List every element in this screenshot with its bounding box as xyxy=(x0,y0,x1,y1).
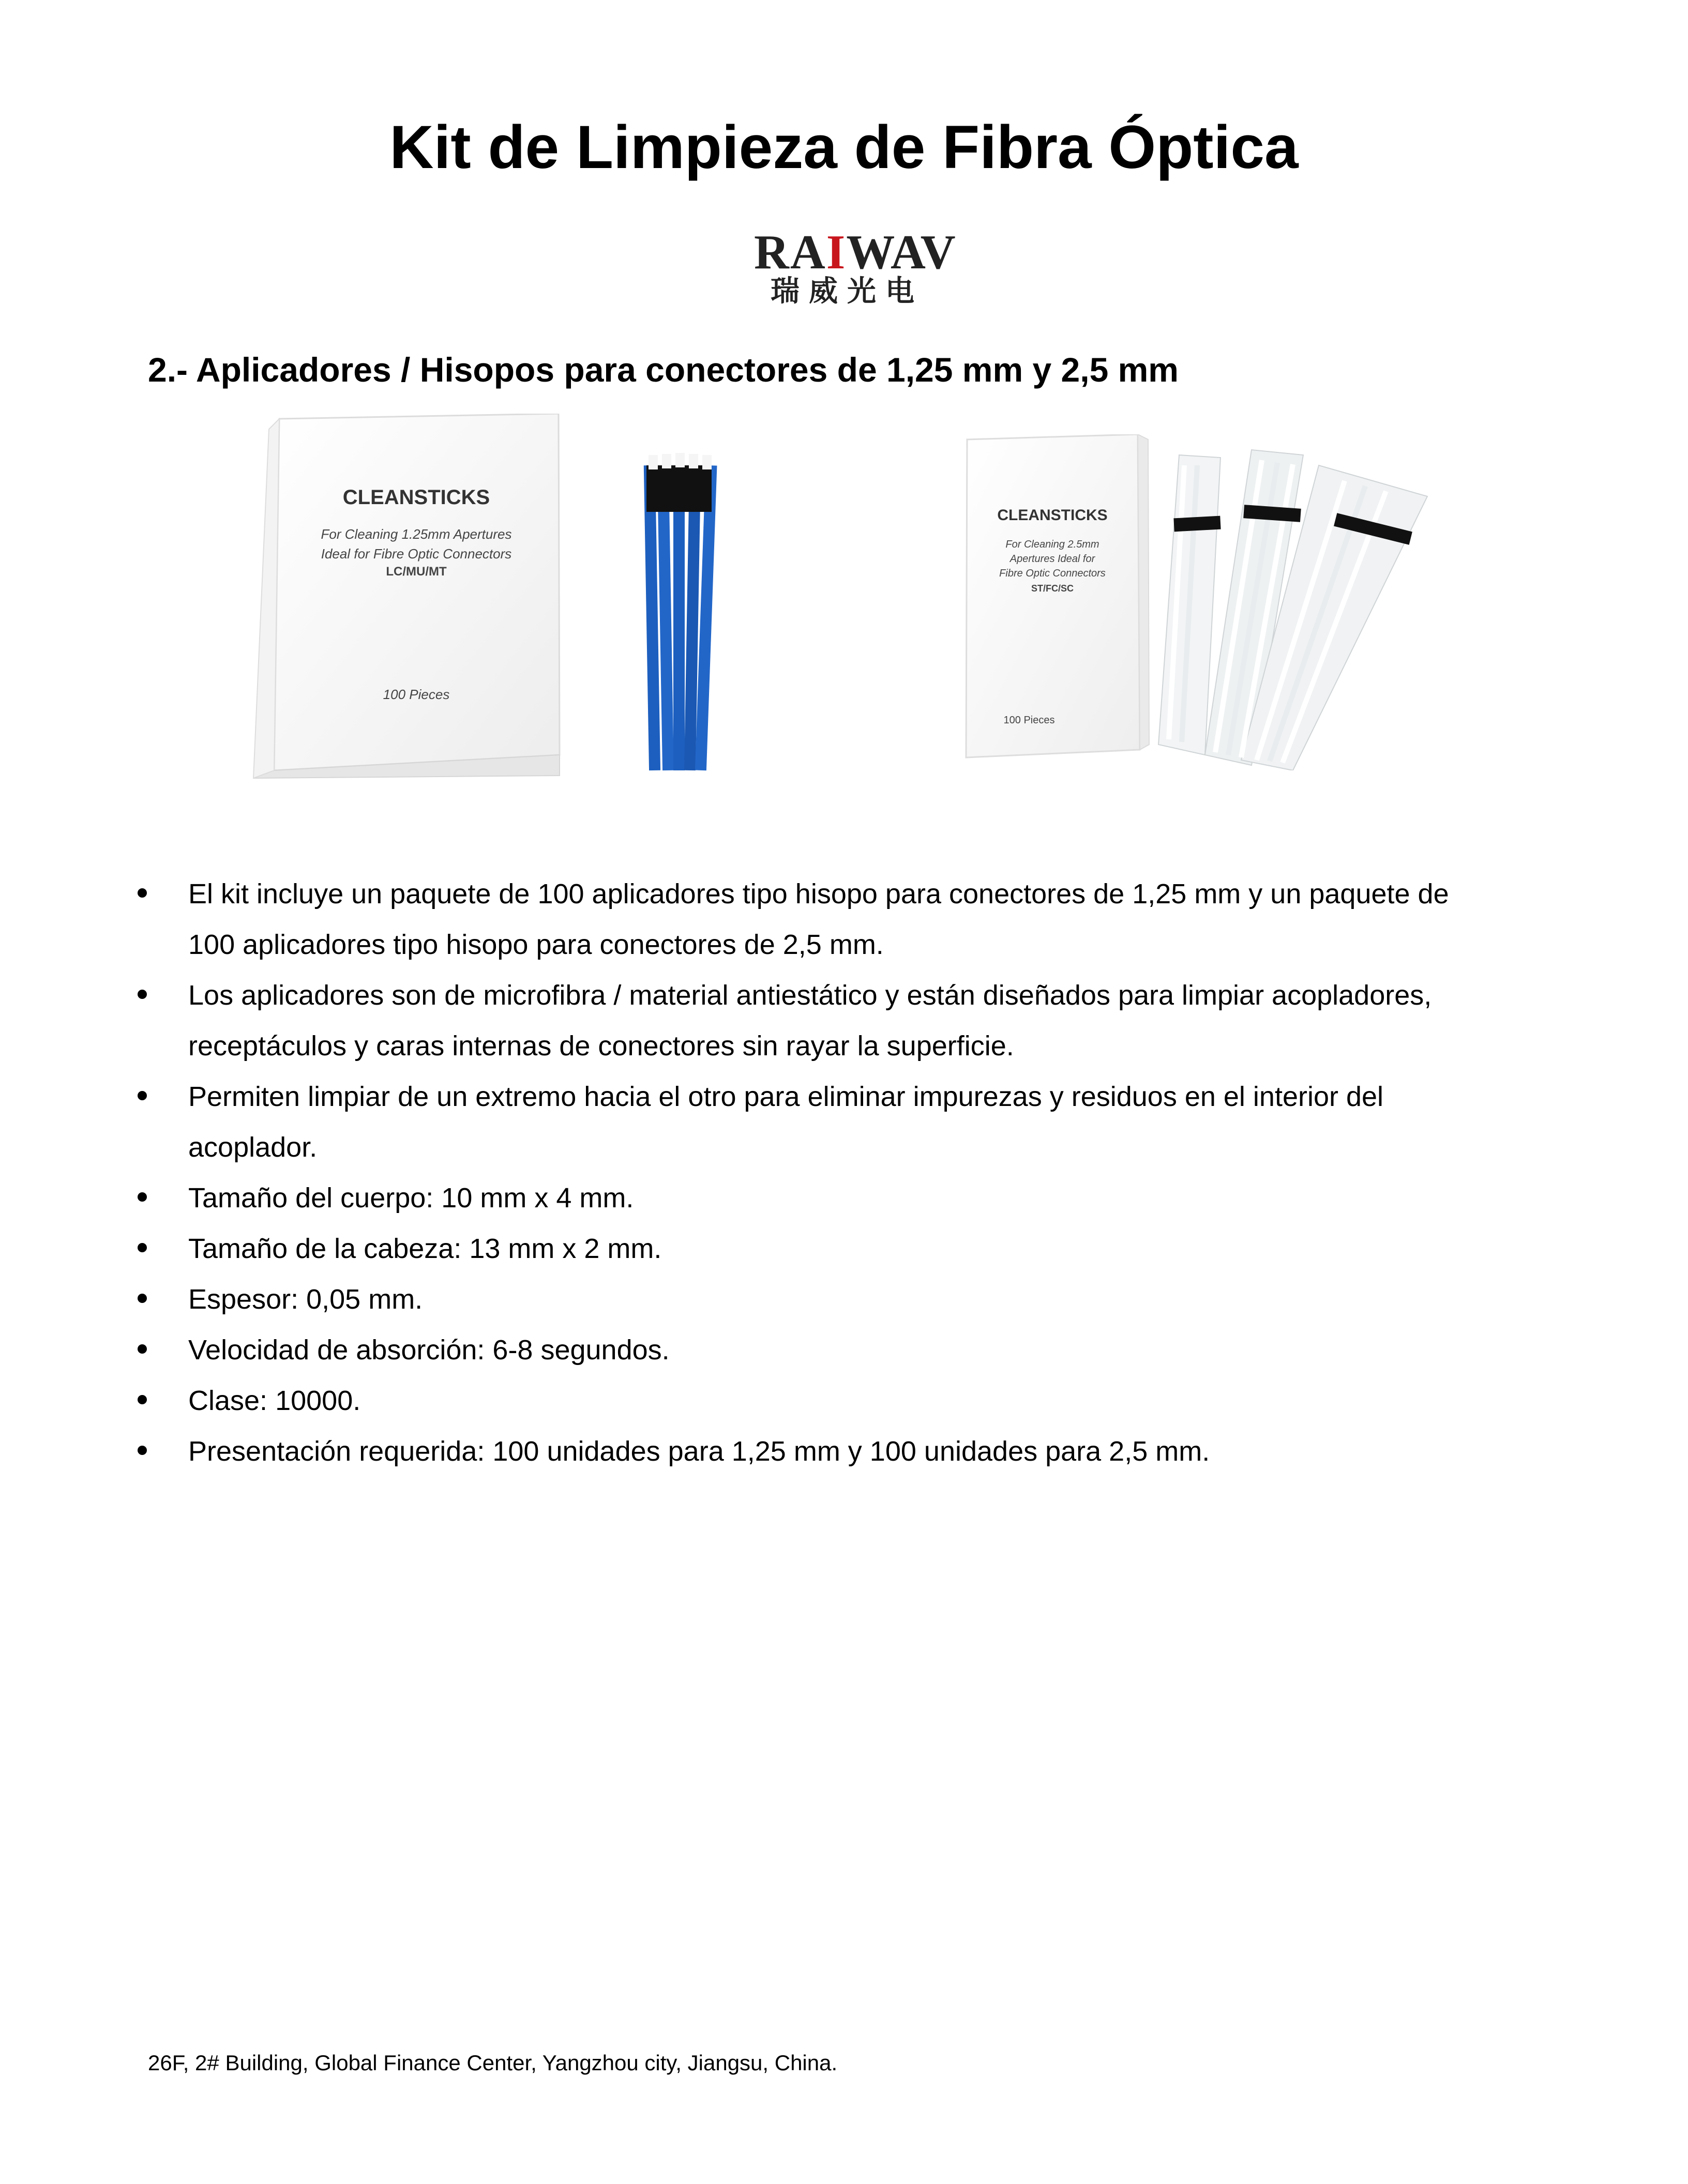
page-title: Kit de Limpieza de Fibra Óptica xyxy=(389,113,1299,181)
bullet-dot-icon xyxy=(138,1446,147,1455)
box-125mm-line1: For Cleaning 1.25mm Apertures xyxy=(321,526,512,542)
product-photo-125mm xyxy=(243,414,760,786)
list-item: Espesor: 0,05 mm. xyxy=(0,1274,1533,1325)
bullet-dot-icon xyxy=(138,990,147,999)
bullet-dot-icon xyxy=(138,1395,147,1404)
logo-chinese-text: 瑞威光电 xyxy=(771,275,924,308)
list-item: Clase: 10000. xyxy=(0,1375,1533,1426)
box-25mm-line2: Apertures Ideal for xyxy=(1009,553,1095,565)
bullet-dot-icon xyxy=(138,1344,147,1354)
white-swab-packs xyxy=(1158,450,1427,770)
list-item: Los aplicadores son de microfibra / material antiestático y están diseñados para limpiar acopladores, receptáculos y caras internas de conectores sin rayar la superficie. xyxy=(0,970,1533,1071)
box-125mm-illustration xyxy=(243,414,760,786)
list-item: Permiten limpiar de un extremo hacia el otro para eliminar impurezas y residuos en el interior del acoplador. xyxy=(0,1071,1533,1173)
box-25mm-count: 100 Pieces xyxy=(1003,715,1055,726)
product-photo-25mm xyxy=(962,434,1443,770)
raiwav-logo xyxy=(754,225,957,310)
bullet-dot-icon xyxy=(138,1091,147,1100)
box-25mm-line4: ST/FC/SC xyxy=(1031,583,1074,594)
list-item: Tamaño del cuerpo: 10 mm x 4 mm. xyxy=(0,1173,1533,1223)
box-125mm-line2: Ideal for Fibre Optic Connectors xyxy=(321,546,512,562)
bullet-dot-icon xyxy=(138,888,147,898)
bullet-dot-icon xyxy=(138,1192,147,1202)
bullet-dot-icon xyxy=(138,1294,147,1303)
box-125mm-count: 100 Pieces xyxy=(383,687,450,702)
list-item: Presentación requerida: 100 unidades para 1,25 mm y 100 unidades para 2,5 mm. xyxy=(0,1426,1533,1477)
blue-swabs xyxy=(644,453,717,770)
list-item: El kit incluye un paquete de 100 aplicadores tipo hisopo para conectores de 1,25 mm y un paquete de 100 aplicadores tipo hisopo para conectores de 2,5 mm. xyxy=(0,869,1533,970)
spec-list xyxy=(0,869,1688,1477)
box-125mm-title: CLEANSTICKS xyxy=(342,486,490,509)
footer-address: 26F, 2# Building, Global Finance Center, Yangzhou city, Jiangsu, China. xyxy=(148,2051,838,2075)
box-25mm-line1: For Cleaning 2.5mm xyxy=(1005,539,1099,550)
box-25mm-line3: Fibre Optic Connectors xyxy=(999,568,1106,579)
box-125mm-line3: LC/MU/MT xyxy=(386,565,447,579)
list-item: Tamaño de la cabeza: 13 mm x 2 mm. xyxy=(0,1223,1533,1274)
logo-brand-text: RAIWAV xyxy=(754,225,957,279)
section-heading: 2.- Aplicadores / Hisopos para conectores de 1,25 mm y 2,5 mm xyxy=(148,351,1179,389)
list-item: Velocidad de absorción: 6-8 segundos. xyxy=(0,1325,1533,1375)
box-25mm-title: CLEANSTICKS xyxy=(997,507,1108,524)
bullet-dot-icon xyxy=(138,1243,147,1252)
